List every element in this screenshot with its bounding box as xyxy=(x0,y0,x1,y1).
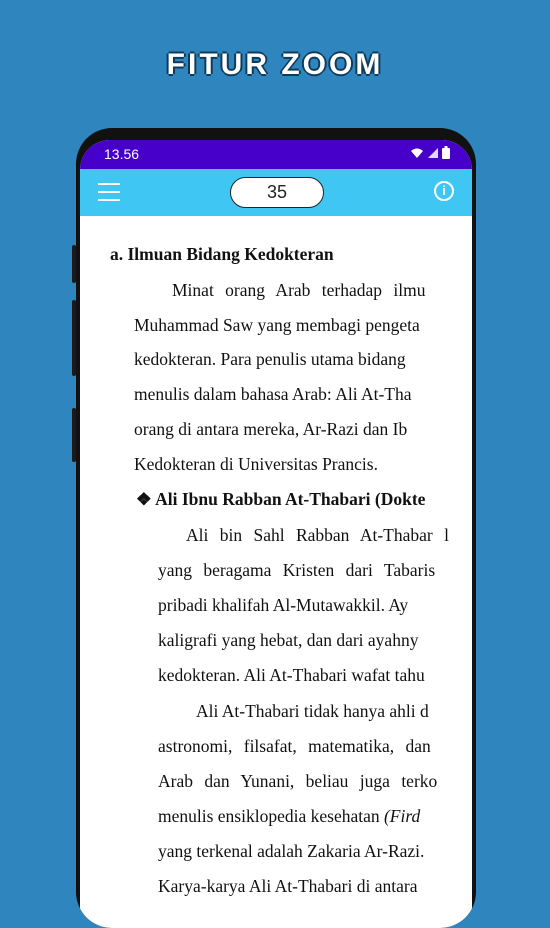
promo-title: FITUR ZOOM xyxy=(166,48,384,81)
paragraph-line: Ali At-Thabari tidak hanya ahli d xyxy=(196,701,429,721)
page-number-field[interactable]: 35 xyxy=(230,177,324,208)
status-icons xyxy=(410,146,450,159)
subsection-heading: ❖ Ali Ibnu Rabban At-Thabari (Dokte xyxy=(136,489,426,509)
phone-screen xyxy=(80,140,472,928)
paragraph-line: Muhammad Saw yang membagi pengeta xyxy=(134,315,420,335)
menu-icon[interactable] xyxy=(98,183,120,203)
paragraph-line: astronomi, filsafat, matematika, dan xyxy=(158,736,431,756)
battery-icon xyxy=(442,146,450,159)
paragraph-line: menulis dalam bahasa Arab: Ali At-Tha xyxy=(134,384,412,404)
paragraph-text: menulis ensiklopedia kesehatan xyxy=(158,806,384,826)
status-time: 13.56 xyxy=(104,146,140,162)
paragraph-line: kedokteran. Para penulis utama bidang xyxy=(134,349,406,369)
paragraph-line: kaligrafi yang hebat, dan dari ayahny xyxy=(158,630,419,650)
paragraph-line: kedokteran. Ali At-Thabari wafat tahu xyxy=(158,665,425,685)
paragraph-line: Minat orang Arab terhadap ilmu xyxy=(172,280,426,300)
paragraph-line: Ali bin Sahl Rabban At-Thabar l xyxy=(186,525,449,545)
paragraph-line: pribadi khalifah Al-Mutawakkil. Ay xyxy=(158,595,409,615)
italic-term: (Fird xyxy=(383,806,421,826)
paragraph-line: yang terkenal adalah Zakaria Ar-Razi. xyxy=(158,841,425,861)
section-heading: a. Ilmuan Bidang Kedokteran xyxy=(110,244,334,264)
paragraph-line: Karya-karya Ali At-Thabari di antara xyxy=(158,876,418,896)
paragraph-line: yang beragama Kristen dari Tabaris xyxy=(158,560,436,580)
app-bar xyxy=(80,169,472,216)
paragraph-line: Arab dan Yunani, beliau juga terko xyxy=(158,771,438,791)
signal-icon xyxy=(427,147,439,159)
book-page-content[interactable] xyxy=(80,216,472,928)
phone-frame xyxy=(76,128,476,928)
info-icon[interactable]: i xyxy=(434,181,454,201)
paragraph-line: Kedokteran di Universitas Prancis. xyxy=(134,454,378,474)
status-bar xyxy=(80,140,472,169)
paragraph-line: orang di antara mereka, Ar-Razi dan Ib xyxy=(134,419,408,439)
paragraph-line xyxy=(158,806,420,827)
wifi-icon xyxy=(410,147,424,159)
